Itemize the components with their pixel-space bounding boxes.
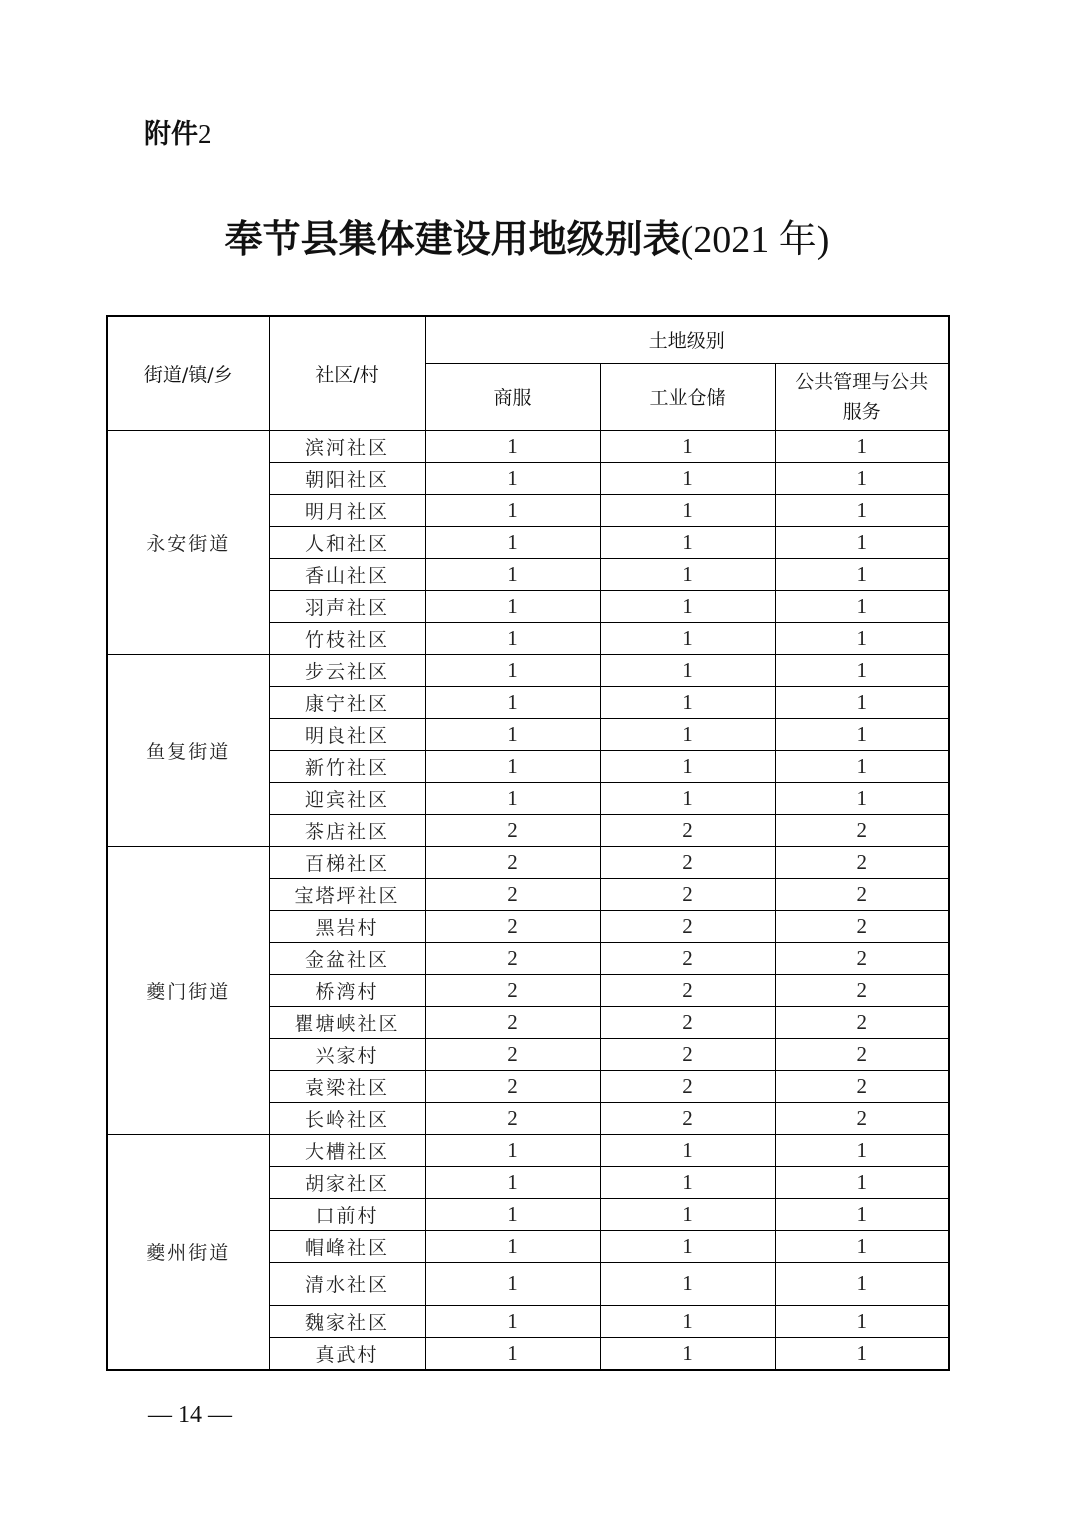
village-cell: 黑岩村 <box>269 910 425 942</box>
public-cell: 1 <box>775 462 949 494</box>
industrial-cell: 1 <box>600 1230 775 1262</box>
commercial-cell: 1 <box>425 654 600 686</box>
village-cell: 胡家社区 <box>269 1166 425 1198</box>
commercial-cell: 1 <box>425 462 600 494</box>
title-year: (2021 年) <box>680 219 830 261</box>
village-cell: 百梯社区 <box>269 846 425 878</box>
village-cell: 人和社区 <box>269 526 425 558</box>
industrial-cell: 1 <box>600 782 775 814</box>
commercial-cell: 2 <box>425 910 600 942</box>
village-cell: 明月社区 <box>269 494 425 526</box>
street-cell: 鱼复街道 <box>107 654 269 846</box>
village-cell: 羽声社区 <box>269 590 425 622</box>
public-cell: 2 <box>775 878 949 910</box>
public-cell: 2 <box>775 1038 949 1070</box>
village-cell: 香山社区 <box>269 558 425 590</box>
village-cell: 步云社区 <box>269 654 425 686</box>
commercial-cell: 1 <box>425 622 600 654</box>
public-cell: 1 <box>775 750 949 782</box>
public-cell: 1 <box>775 654 949 686</box>
village-cell: 长岭社区 <box>269 1102 425 1134</box>
public-cell: 1 <box>775 1262 949 1305</box>
village-cell: 清水社区 <box>269 1262 425 1305</box>
commercial-cell: 2 <box>425 1070 600 1102</box>
land-level-table <box>106 315 950 1371</box>
industrial-cell: 1 <box>600 494 775 526</box>
commercial-cell: 1 <box>425 494 600 526</box>
village-cell: 袁梁社区 <box>269 1070 425 1102</box>
table-row <box>107 430 949 462</box>
industrial-cell: 1 <box>600 750 775 782</box>
commercial-cell: 1 <box>425 1134 600 1166</box>
street-cell: 夔门街道 <box>107 846 269 1134</box>
industrial-cell: 1 <box>600 622 775 654</box>
village-cell: 兴家村 <box>269 1038 425 1070</box>
street-cell: 永安街道 <box>107 430 269 654</box>
industrial-cell: 1 <box>600 718 775 750</box>
industrial-cell: 1 <box>600 686 775 718</box>
table-row <box>107 654 949 686</box>
header-street: 街道/镇/乡 <box>107 316 269 430</box>
commercial-cell: 2 <box>425 1006 600 1038</box>
commercial-cell: 1 <box>425 1166 600 1198</box>
commercial-cell: 2 <box>425 1102 600 1134</box>
village-cell: 明良社区 <box>269 718 425 750</box>
public-cell: 2 <box>775 910 949 942</box>
commercial-cell: 2 <box>425 814 600 846</box>
industrial-cell: 2 <box>600 878 775 910</box>
village-cell: 魏家社区 <box>269 1305 425 1337</box>
public-cell: 1 <box>775 558 949 590</box>
village-cell: 康宁社区 <box>269 686 425 718</box>
commercial-cell: 1 <box>425 1230 600 1262</box>
industrial-cell: 2 <box>600 910 775 942</box>
commercial-cell: 2 <box>425 942 600 974</box>
industrial-cell: 1 <box>600 1305 775 1337</box>
public-cell: 1 <box>775 430 949 462</box>
public-cell: 2 <box>775 1006 949 1038</box>
commercial-cell: 1 <box>425 686 600 718</box>
table-row <box>107 846 949 878</box>
industrial-cell: 2 <box>600 1006 775 1038</box>
header-land-level: 土地级别 <box>425 316 949 363</box>
public-cell: 1 <box>775 1198 949 1230</box>
village-cell: 帽峰社区 <box>269 1230 425 1262</box>
village-cell: 真武村 <box>269 1337 425 1370</box>
table-body <box>107 430 949 1370</box>
industrial-cell: 1 <box>600 1166 775 1198</box>
industrial-cell: 1 <box>600 1134 775 1166</box>
public-cell: 2 <box>775 974 949 1006</box>
industrial-cell: 2 <box>600 1070 775 1102</box>
industrial-cell: 2 <box>600 814 775 846</box>
industrial-cell: 1 <box>600 1198 775 1230</box>
industrial-cell: 1 <box>600 590 775 622</box>
document-title <box>0 208 1054 263</box>
industrial-cell: 2 <box>600 846 775 878</box>
village-cell: 茶店社区 <box>269 814 425 846</box>
public-cell: 2 <box>775 1070 949 1102</box>
industrial-cell: 2 <box>600 1102 775 1134</box>
attachment-label: 附件2 <box>144 119 212 150</box>
commercial-cell: 1 <box>425 1262 600 1305</box>
commercial-cell: 1 <box>425 590 600 622</box>
page-number: — 14 — <box>148 1402 232 1428</box>
title-main: 奉节县集体建设用地级别表 <box>224 216 681 261</box>
table-row <box>107 1134 949 1166</box>
industrial-cell: 1 <box>600 430 775 462</box>
public-cell: 2 <box>775 1102 949 1134</box>
industrial-cell: 1 <box>600 1262 775 1305</box>
village-cell: 新竹社区 <box>269 750 425 782</box>
commercial-cell: 1 <box>425 718 600 750</box>
village-cell: 瞿塘峡社区 <box>269 1006 425 1038</box>
village-cell: 迎宾社区 <box>269 782 425 814</box>
public-cell: 1 <box>775 590 949 622</box>
public-cell: 1 <box>775 1134 949 1166</box>
public-cell: 2 <box>775 846 949 878</box>
commercial-cell: 1 <box>425 750 600 782</box>
public-cell: 1 <box>775 686 949 718</box>
public-cell: 1 <box>775 494 949 526</box>
village-cell: 口前村 <box>269 1198 425 1230</box>
commercial-cell: 2 <box>425 878 600 910</box>
commercial-cell: 1 <box>425 430 600 462</box>
commercial-cell: 2 <box>425 846 600 878</box>
industrial-cell: 1 <box>600 558 775 590</box>
commercial-cell: 1 <box>425 1305 600 1337</box>
commercial-cell: 1 <box>425 526 600 558</box>
village-cell: 滨河社区 <box>269 430 425 462</box>
public-cell: 2 <box>775 942 949 974</box>
public-cell: 1 <box>775 1305 949 1337</box>
header-industrial: 工业仓储 <box>600 363 775 430</box>
commercial-cell: 2 <box>425 1038 600 1070</box>
public-cell: 1 <box>775 782 949 814</box>
village-cell: 桥湾村 <box>269 974 425 1006</box>
industrial-cell: 1 <box>600 1337 775 1370</box>
commercial-cell: 1 <box>425 782 600 814</box>
public-cell: 1 <box>775 1230 949 1262</box>
public-cell: 1 <box>775 526 949 558</box>
industrial-cell: 1 <box>600 526 775 558</box>
village-cell: 大槽社区 <box>269 1134 425 1166</box>
industrial-cell: 2 <box>600 974 775 1006</box>
header-commercial: 商服 <box>425 363 600 430</box>
industrial-cell: 1 <box>600 462 775 494</box>
village-cell: 朝阳社区 <box>269 462 425 494</box>
village-cell: 金盆社区 <box>269 942 425 974</box>
public-cell: 1 <box>775 622 949 654</box>
public-cell: 1 <box>775 718 949 750</box>
industrial-cell: 2 <box>600 942 775 974</box>
street-cell: 夔州街道 <box>107 1134 269 1370</box>
commercial-cell: 1 <box>425 558 600 590</box>
public-cell: 2 <box>775 814 949 846</box>
industrial-cell: 1 <box>600 654 775 686</box>
public-cell: 1 <box>775 1166 949 1198</box>
commercial-cell: 2 <box>425 974 600 1006</box>
village-cell: 竹枝社区 <box>269 622 425 654</box>
commercial-cell: 1 <box>425 1198 600 1230</box>
header-public: 公共管理与公共服务 <box>775 363 949 430</box>
header-village: 社区/村 <box>269 316 425 430</box>
attachment-number: 2 <box>198 119 212 149</box>
industrial-cell: 2 <box>600 1038 775 1070</box>
village-cell: 宝塔坪社区 <box>269 878 425 910</box>
public-cell: 1 <box>775 1337 949 1370</box>
commercial-cell: 1 <box>425 1337 600 1370</box>
